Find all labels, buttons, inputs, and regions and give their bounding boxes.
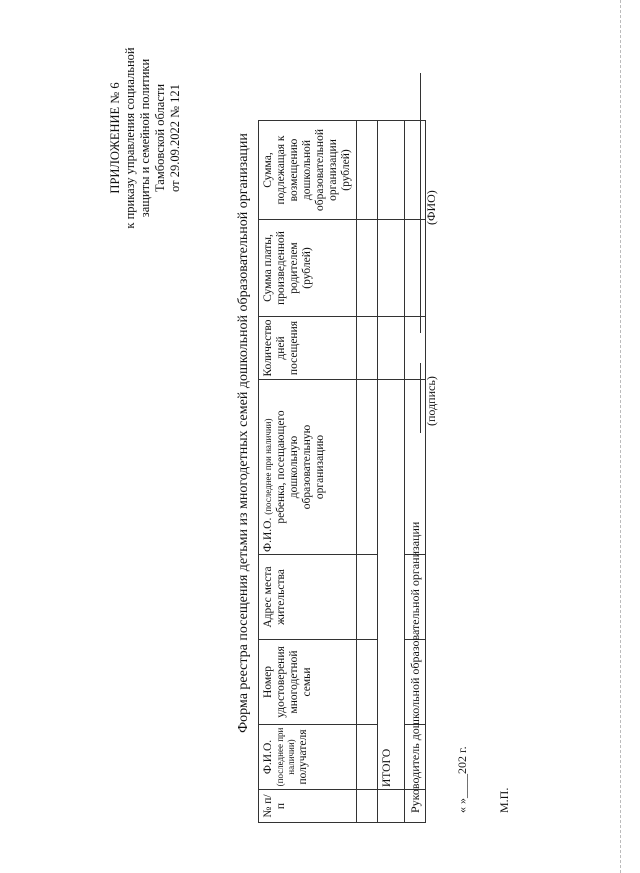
form-title: Форма реестра посещения детьми из многодетных семей дошкольной образовательной организации — [236, 133, 251, 733]
total-label: ИТОГО — [378, 380, 405, 790]
appendix-line-3: защиты и семейной политики — [138, 58, 152, 218]
table-header-row — [259, 121, 357, 823]
header-child-fio-note: (последнее при наличии) — [263, 418, 273, 515]
table-row — [357, 121, 378, 823]
header-fio-note: (последнее при наличии) — [275, 727, 296, 787]
appendix-line-1: ПРИЛОЖЕНИЕ № 6 — [108, 82, 122, 194]
header-address: Адрес места жительства — [259, 555, 357, 640]
header-refund: Сумма, подлежащая к возмещению дошкольной образовательной организации (рублей) — [259, 121, 357, 220]
header-child-fio-rest: ребенка, посещающего дошкольную образовательную организацию — [275, 410, 326, 524]
header-paid: Сумма платы, произведенной родителем (рублей) — [259, 220, 357, 317]
appendix-line-2: к приказу управления социальной — [123, 47, 137, 229]
header-days: Количество дней посещения — [259, 317, 357, 380]
header-num: № п/п — [259, 790, 357, 823]
header-certificate: Номер удостоверения многодетной семьи — [259, 640, 357, 725]
signature-line — [420, 363, 421, 433]
table-total-row — [378, 121, 405, 823]
fio-caption: (ФИО) — [424, 190, 438, 225]
appendix-line-5: от 29.09.2022 № 121 — [168, 84, 182, 192]
header-fio-main: Ф.И.О. — [262, 739, 274, 775]
signature-caption: (подпись) — [424, 376, 438, 426]
head-label: Руководитель дошкольной образовательной организации — [408, 521, 422, 813]
appendix-block — [108, 23, 183, 253]
registry-table — [258, 120, 426, 823]
header-child-fio-main: Ф.И.О. — [262, 517, 274, 552]
header-fio-role: получателя — [297, 729, 309, 785]
appendix-line-4: Тамбовской области — [153, 83, 167, 193]
fio-line — [420, 73, 421, 333]
date-line: « »____202 г. — [455, 746, 469, 813]
header-child-fio — [259, 380, 357, 555]
header-fio — [259, 725, 357, 790]
scan-edge-line — [620, 0, 621, 873]
stamp-place: М.П. — [497, 787, 511, 813]
